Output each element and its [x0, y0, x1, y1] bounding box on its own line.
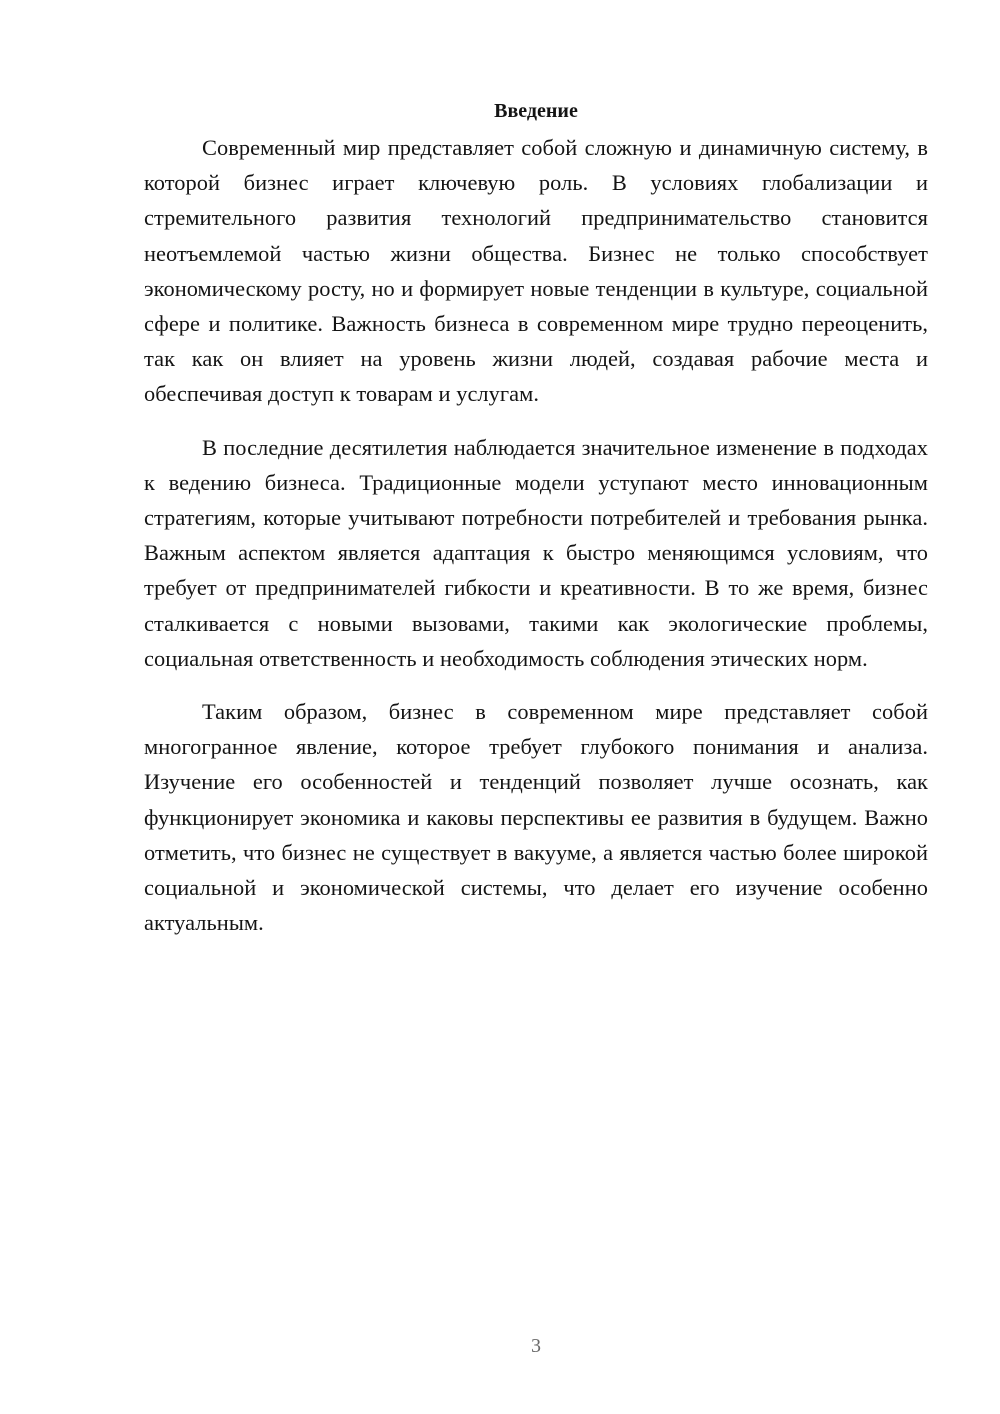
paragraph-3: Таким образом, бизнес в современном мире представляет собой многогранное явление, которое требует глубокого понимания и анализа. Изучение его особенностей и тенденций позволяет лучше осознать, как функционирует экономика и каковы перспективы ее развития в будущем. Важно отметить, что бизнес не существует в вакууме, а является частью более широкой социальной и экономической системы, что делает его изучение особенно актуальным.: [144, 699, 928, 936]
section-title: Введение: [494, 100, 578, 122]
page-number: 3: [531, 1335, 541, 1357]
page-content: [144, 96, 928, 958]
paragraph-2: В последние десятилетия наблюдается значительное изменение в подходах к ведению бизнеса. Традиционные модели уступают место инновационным стратегиям, которые учитывают потребности потребителей и требования рынка. Важным аспектом является адаптация к быстро меняющимся условиям, что требует от предпринимателей гибкости и креативности. В то же время, бизнес сталкивается с новыми вызовами, такими как экологические проблемы, социальная ответственность и необходимость соблюдения этических норм.: [144, 434, 928, 671]
paragraph-1: Современный мир представляет собой сложную и динамичную систему, в которой бизнес играет ключевую роль. В условиях глобализации и стремительного развития технологий предпринимательство становится неотъемлемой частью жизни общества. Бизнес не только способствует экономическому росту, но и формирует новые тенденции в культуре, социальной сфере и политике. Важность бизнеса в современном мире трудно переоценить, так как он влияет на уровень жизни людей, создавая рабочие места и обеспечивая доступ к товарам и услугам.: [144, 135, 928, 407]
